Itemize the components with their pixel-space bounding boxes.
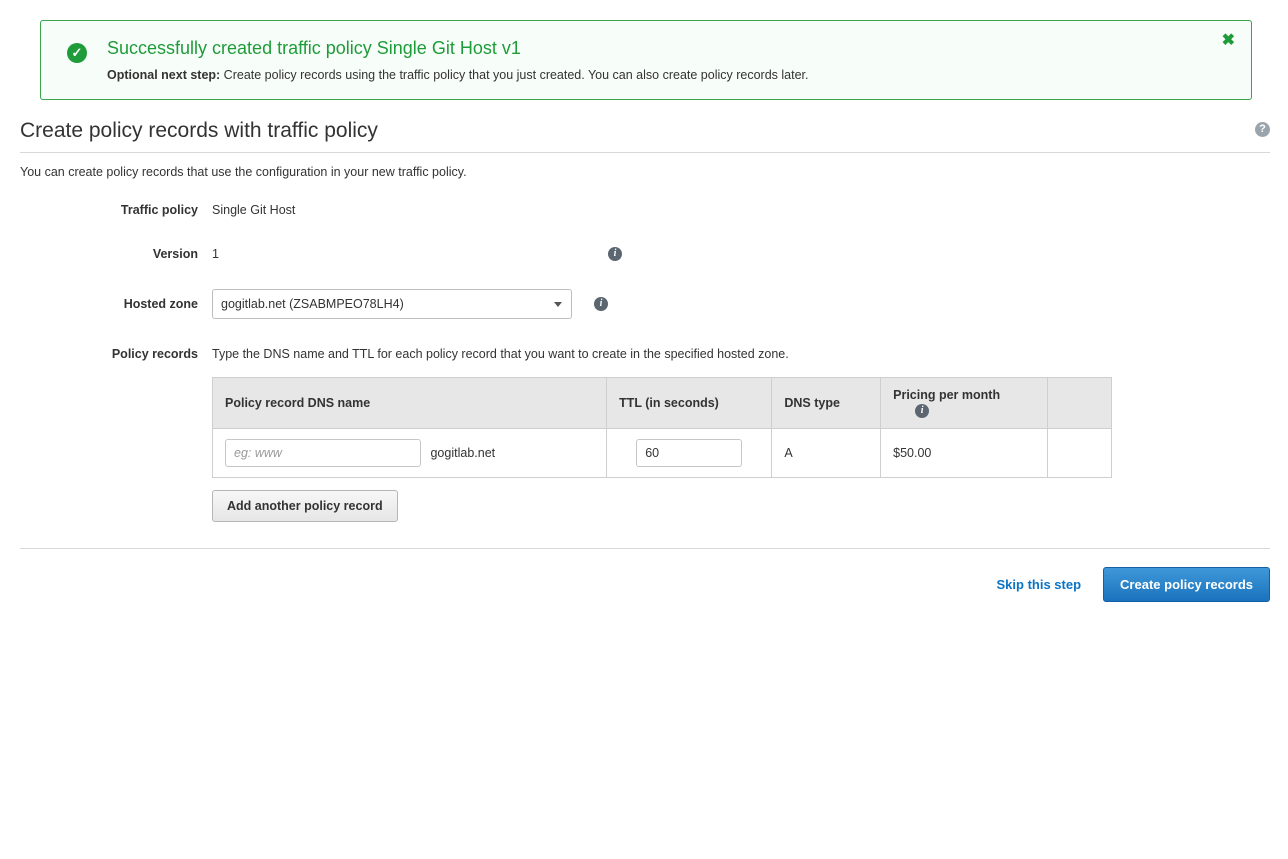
header-pricing-text: Pricing per month [893, 388, 1001, 402]
alert-sub-label: Optional next step: [107, 68, 221, 82]
close-icon[interactable]: ✖ [1218, 29, 1239, 53]
cell-dns-type: A [772, 429, 881, 478]
row-traffic-policy [0, 201, 1288, 219]
cell-dns-name [213, 429, 607, 478]
hosted-zone-select-wrapper[interactable] [212, 289, 572, 319]
cell-price: $50.00 [881, 429, 1048, 478]
alert-subtext [107, 67, 1211, 83]
dns-suffix: gogitlab.net [430, 446, 496, 460]
skip-this-step-link[interactable]: Skip this step [996, 577, 1082, 592]
info-icon-version[interactable]: i [608, 247, 622, 261]
cell-actions [1047, 429, 1111, 478]
add-another-policy-record-button[interactable]: Add another policy record [212, 490, 398, 522]
alert-sub-body: Create policy records using the traffic policy that you just created. You can also create policy records later. [220, 68, 809, 82]
create-policy-records-button[interactable]: Create policy records [1103, 567, 1270, 602]
check-circle-icon: ✓ [67, 43, 87, 63]
hosted-zone-select[interactable] [212, 289, 572, 319]
cell-ttl [607, 429, 772, 478]
policy-record-form [0, 201, 1288, 522]
header-ttl: TTL (in seconds) [607, 378, 772, 429]
traffic-policy-value: Single Git Host [212, 203, 296, 217]
ttl-input[interactable] [636, 439, 742, 467]
header-dns-type: DNS type [772, 378, 881, 429]
row-version [0, 245, 1288, 263]
policy-records-description: Type the DNS name and TTL for each policy record that you want to create in the specified hosted zone. [212, 347, 789, 361]
info-icon-pricing[interactable]: i [915, 404, 929, 418]
info-icon-hosted-zone[interactable]: i [594, 297, 608, 311]
row-hosted-zone [0, 289, 1288, 319]
traffic-policy-label: Traffic policy [120, 203, 198, 217]
table-row [213, 429, 1112, 478]
alert-title: Successfully created traffic policy Single Git Host v1 [107, 38, 521, 58]
table-header-row [213, 378, 1112, 429]
row-policy-records [0, 345, 1288, 522]
header-actions [1047, 378, 1111, 429]
hosted-zone-label: Hosted zone [123, 297, 198, 311]
version-label: Version [152, 247, 198, 261]
header-dns-name: Policy record DNS name [213, 378, 607, 429]
version-value: 1 [212, 247, 219, 261]
form-footer [20, 548, 1270, 602]
policy-records-label: Policy records [111, 347, 198, 361]
success-alert [40, 20, 1252, 100]
page-title: Create policy records with traffic policy [20, 119, 378, 142]
page-description: You can create policy records that use the configuration in your new traffic policy. [20, 165, 467, 179]
dns-name-input[interactable] [225, 439, 421, 467]
page-header [20, 118, 1270, 153]
help-icon[interactable]: ? [1255, 122, 1270, 137]
header-pricing [881, 378, 1048, 429]
policy-records-table [212, 377, 1112, 478]
policy-records-body [212, 345, 1112, 522]
